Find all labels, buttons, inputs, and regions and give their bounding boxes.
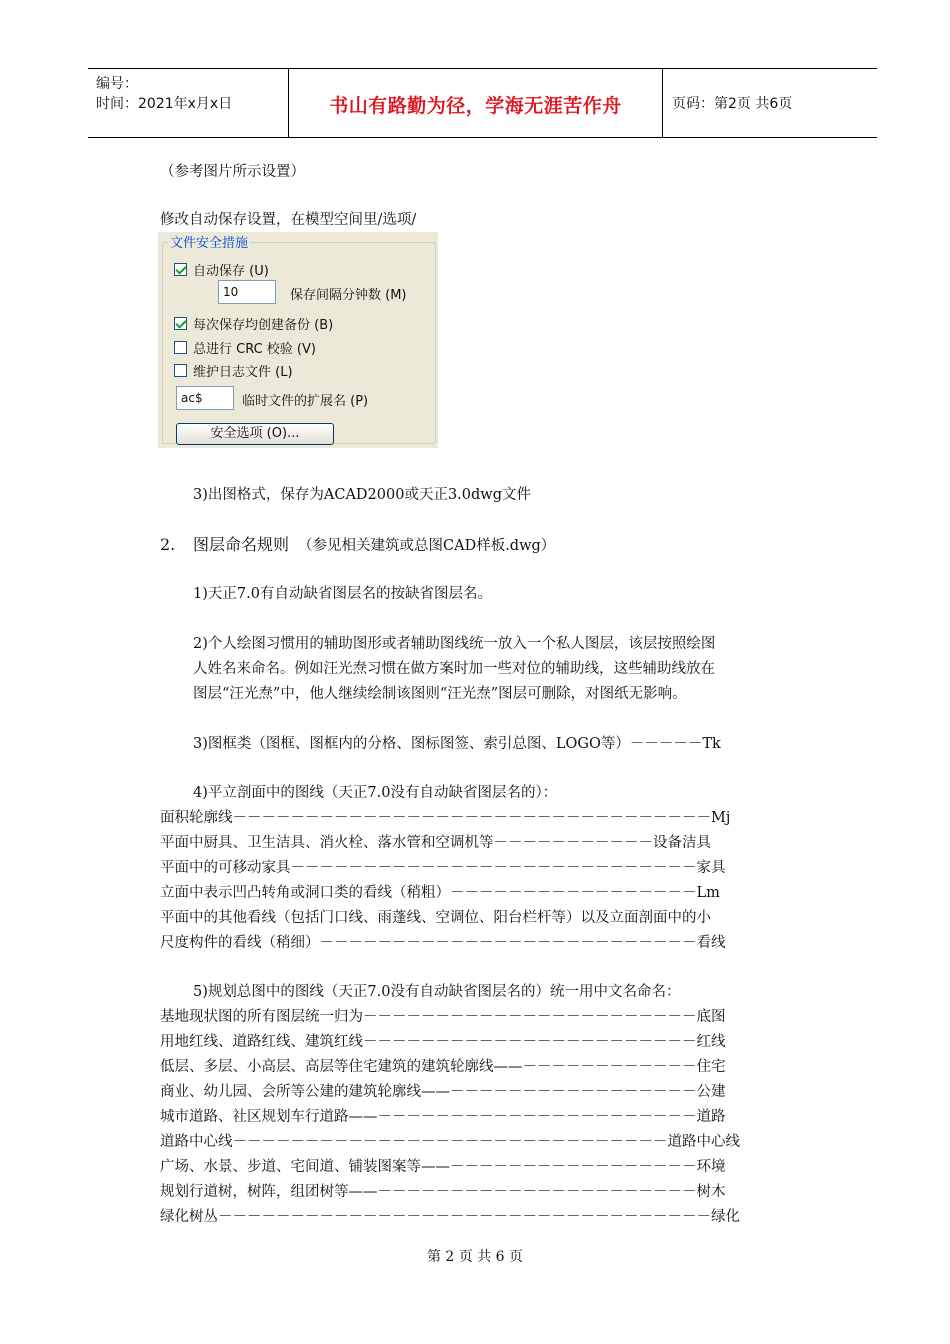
site-layer-line: 城市道路、社区规划车行道路——－－－－－－－－－－－－－－－－－－－－－－道路: [160, 1109, 726, 1125]
autosave-row[interactable]: [174, 260, 269, 278]
header-page-cell: [662, 69, 877, 137]
header-motto-cell: [288, 69, 663, 137]
format-note: 3)出图格式，保存为ACAD2000或天正3.0dwg文件: [193, 487, 531, 503]
page-number-label: 页码：第2页 共6页: [672, 96, 793, 112]
paragraph-5-heading: 5)规划总图中的图线（天正7.0没有自动缺省图层名的）统一用中文名命名：: [193, 984, 681, 1000]
interval-label: 保存间隔分钟数 (M): [290, 288, 407, 303]
site-layer-line: 广场、水景、步道、宅间道、铺装图案等——－－－－－－－－－－－－－－－－－环境: [160, 1159, 726, 1175]
autosave-label: 自动保存 (U): [193, 263, 269, 279]
time-label: 时间：2021年x月x日: [96, 96, 233, 112]
section-title: 图层命名规则: [193, 535, 290, 554]
crc-label: 总进行 CRC 校验 (V): [193, 341, 316, 357]
group-title: 文件安全措施: [168, 232, 250, 251]
layer-rule-line: 尺度构件的看线（稍细）－－－－－－－－－－－－－－－－－－－－－－－－－－看线: [160, 935, 726, 951]
backup-label: 每次保存均创建备份 (B): [193, 317, 334, 333]
motto: 书山有路勤为径，学海无涯苦作舟: [329, 95, 622, 117]
layer-rule-line: 平面中的其他看线（包括门口线、雨蓬线、空调位、阳台栏杆等）以及立面剖面中的小: [160, 910, 711, 926]
layer-rule-line: 面积轮廓线－－－－－－－－－－－－－－－－－－－－－－－－－－－－－－－－－Mj: [160, 810, 731, 826]
paragraph-3: 3)图框类（图框、图框内的分格、图标图签、索引总图、LOGO等）－－－－－Tk: [193, 736, 721, 752]
site-layer-line: 用地红线、道路红线、建筑红线－－－－－－－－－－－－－－－－－－－－－－－红线: [160, 1034, 726, 1050]
number-label: 编号：: [96, 76, 138, 92]
log-checkbox[interactable]: [174, 364, 187, 377]
backup-row[interactable]: [174, 314, 333, 332]
paragraph-4-heading: 4)平立剖面中的图线（天正7.0没有自动缺省图层名的）：: [193, 785, 558, 801]
interval-input[interactable]: 10: [218, 280, 276, 304]
extension-label: 临时文件的扩展名 (P): [242, 394, 369, 409]
file-safety-dialog: [158, 232, 438, 448]
paragraph-2-line-1: 2)个人绘图习惯用的辅助图形或者辅助图线统一放入一个私人图层，该层按照绘图: [193, 636, 716, 652]
extension-input[interactable]: ac$: [176, 386, 234, 410]
crc-checkbox[interactable]: [174, 341, 187, 354]
crc-row[interactable]: [174, 338, 316, 356]
site-layer-line: 道路中心线－－－－－－－－－－－－－－－－－－－－－－－－－－－－－－道路中心线: [160, 1134, 740, 1150]
paragraph-2-line-3: 图层“汪光焘”中，他人继续绘制该图则“汪光焘”图层可删除，对图纸无影响。: [193, 686, 687, 702]
site-layer-line: 商业、幼儿园、会所等公建的建筑轮廓线——－－－－－－－－－－－－－－－－－公建: [160, 1084, 726, 1100]
site-layer-line: 低层、多层、小高层、高层等住宅建筑的建筑轮廓线——－－－－－－－－－－－－住宅: [160, 1059, 726, 1075]
section-number: 2.: [160, 535, 176, 554]
security-options-button[interactable]: 安全选项 (O)...: [176, 423, 334, 445]
site-layer-line: 规划行道树，树阵，组团树等——－－－－－－－－－－－－－－－－－－－－－－树木: [160, 1184, 726, 1200]
layer-rule-line: 平面中厨具、卫生洁具、消火栓、落水管和空调机等－－－－－－－－－－－设备洁具: [160, 835, 711, 851]
section-subtitle: （参见相关建筑或总图CAD样板.dwg）: [298, 538, 556, 554]
autosave-instruction: 修改自动保存设置，在模型空间里/选项/: [160, 212, 417, 228]
ref-settings-note: （参考图片所示设置）: [160, 164, 305, 180]
page-footer: 第 2 页 共 6 页: [426, 1249, 524, 1265]
layer-rule-line: 平面中的可移动家具－－－－－－－－－－－－－－－－－－－－－－－－－－－－家具: [160, 860, 726, 876]
log-row[interactable]: [174, 361, 293, 379]
site-layer-line: 绿化树丛－－－－－－－－－－－－－－－－－－－－－－－－－－－－－－－－－－绿化: [160, 1209, 740, 1225]
site-layer-line: 基地现状图的所有图层统一归为－－－－－－－－－－－－－－－－－－－－－－－底图: [160, 1009, 726, 1025]
backup-checkbox[interactable]: [174, 317, 187, 330]
autosave-checkbox[interactable]: [174, 263, 187, 276]
header-meta-cell: [88, 69, 288, 137]
paragraph-2-line-2: 人姓名来命名。例如汪光焘习惯在做方案时加一些对位的辅助线，这些辅助线放在: [193, 661, 715, 677]
page-header: [88, 68, 877, 138]
layer-rule-line: 立面中表示凹凸转角或洞口类的看线（稍粗）－－－－－－－－－－－－－－－－－Lm: [160, 885, 720, 901]
log-label: 维护日志文件 (L): [193, 364, 293, 380]
paragraph-1: 1)天正7.0有自动缺省图层名的按缺省图层名。: [193, 586, 492, 602]
